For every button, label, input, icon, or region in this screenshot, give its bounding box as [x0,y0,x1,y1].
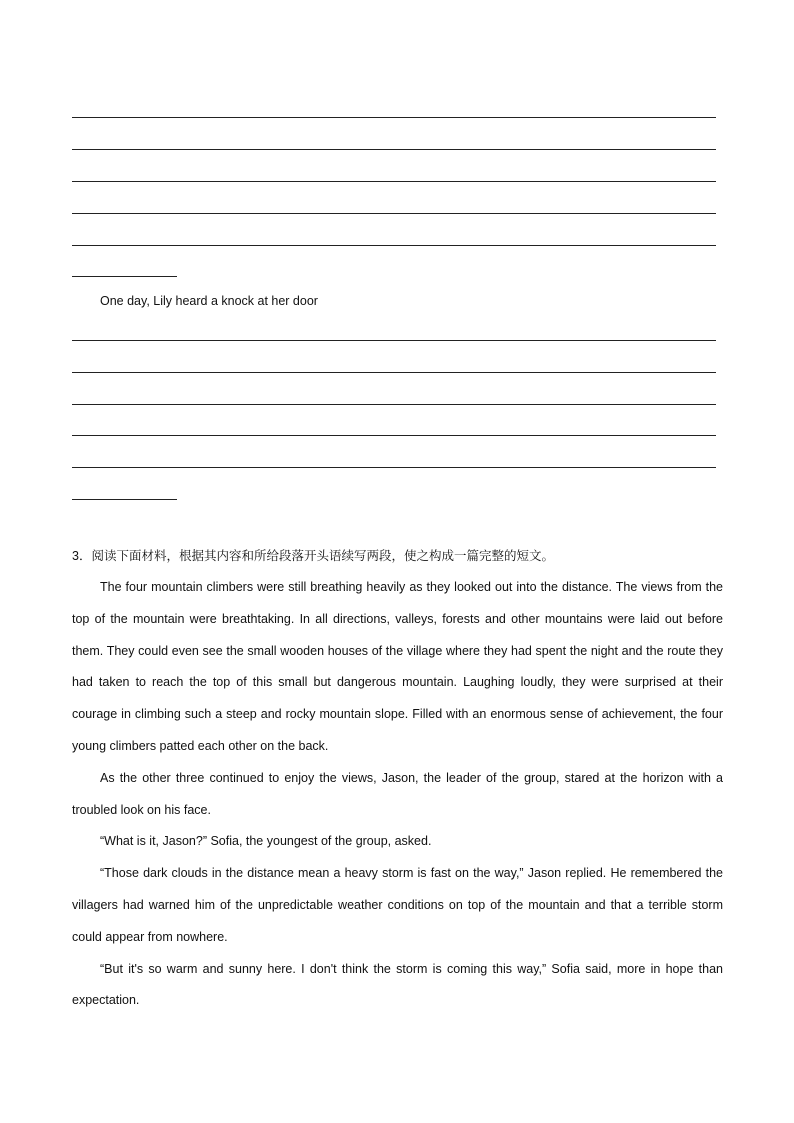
passage-paragraph: The four mountain climbers were still breathing heavily as they looked out into the distance. The views from the top of the mountain were breathtaking. In all directions, valleys, forests and other mountains were laid out before them. They could even see the small wooden houses of the village where they had spent the night and the route they had taken to reach the top of this small but dangerous mountain. Laughing loudly, they were surprised at their courage in climbing such a steep and rocky mountain slope. Filled with an enormous sense of achievement, the four young climbers patted each other on the back. [72,580,723,753]
question-3-heading: 3．阅读下面材料，根据其内容和所给段落开头语续写两段，使之构成一篇完整的短文。 [72,549,554,563]
answer-line [72,372,716,373]
answer-line [72,117,716,118]
answer-line [72,213,716,214]
answer-line [72,467,716,468]
question-3-passage [72,572,723,1017]
answer-line [72,435,716,436]
answer-line [72,245,716,246]
answer-line-short [72,499,177,500]
answer-line [72,149,716,150]
passage-paragraph: “What is it, Jason?” Sofia, the youngest of the group, asked. [100,834,432,849]
passage-paragraph: “But it's so warm and sunny here. I don't think the storm is coming this way,” Sofia said, more in hope than expectation. [72,961,723,1008]
continuation-prompt: One day, Lily heard a knock at her door [100,294,318,308]
answer-line [72,181,716,182]
answer-line-short [72,276,177,277]
passage-paragraph: “Those dark clouds in the distance mean a heavy storm is fast on the way,” Jason replied. He remembered the villagers had warned him of the unpredictable weather conditions on top of the mountain and that a terrible storm could appear from nowhere. [72,866,723,944]
answer-line [72,340,716,341]
passage-paragraph: As the other three continued to enjoy the views, Jason, the leader of the group, stared at the horizon with a troubled look on his face. [72,770,723,817]
answer-line [72,404,716,405]
